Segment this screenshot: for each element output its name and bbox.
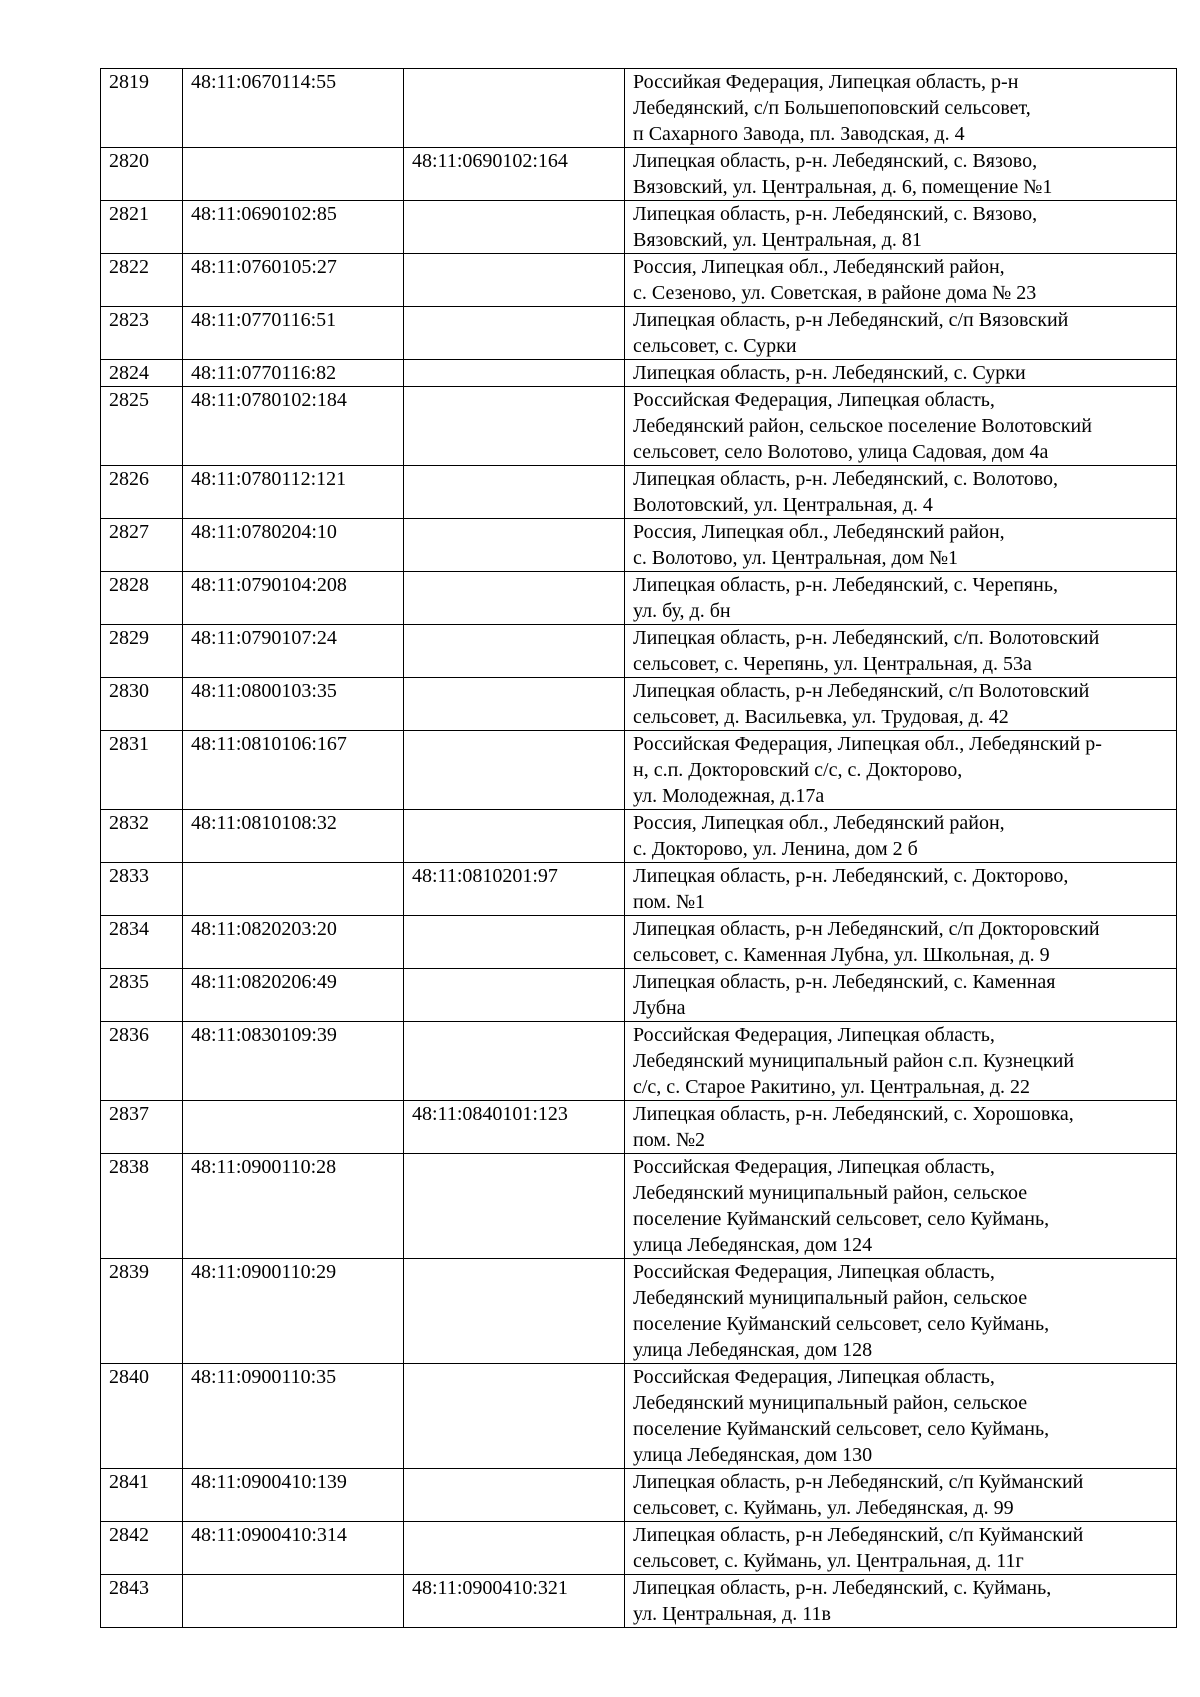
premises-cadastral-number-cell [404, 969, 625, 1022]
premises-cadastral-number-cell [404, 387, 625, 466]
table-row [101, 254, 1177, 307]
cadastral-number-cell: 48:11:0900410:139 [183, 1469, 404, 1522]
address-cell: Российская Федерация, Липецкая область, Лебедянский муниципальный район, сельское поселение Куйманский сельсовет, село Куймань, улица Лебедянская, дом 128 [625, 1259, 1177, 1364]
address-cell: Липецкая область, р-н. Лебедянский, с. Вязово, Вязовский, ул. Центральная, д. 81 [625, 201, 1177, 254]
address-cell: Липецкая область, р-н Лебедянский, с/п Докторовский сельсовет, с. Каменная Лубна, ул. Школьная, д. 9 [625, 916, 1177, 969]
address-cell: Липецкая область, р-н. Лебедянский, с. Черепянь, ул. бу, д. бн [625, 572, 1177, 625]
row-number-cell: 2841 [101, 1469, 183, 1522]
row-number-cell: 2825 [101, 387, 183, 466]
address-cell: Россия, Липецкая обл., Лебедянский район, с. Докторово, ул. Ленина, дом 2 б [625, 810, 1177, 863]
address-cell: Липецкая область, р-н Лебедянский, с/п Вязовский сельсовет, с. Сурки [625, 307, 1177, 360]
premises-cadastral-number-cell [404, 1522, 625, 1575]
cadastral-number-cell: 48:11:0780204:10 [183, 519, 404, 572]
row-number-cell: 2831 [101, 731, 183, 810]
row-number-cell: 2826 [101, 466, 183, 519]
cadastral-number-cell: 48:11:0900110:29 [183, 1259, 404, 1364]
premises-cadastral-number-cell [404, 254, 625, 307]
table-row [101, 916, 1177, 969]
table-row [101, 360, 1177, 387]
premises-cadastral-number-cell [404, 1259, 625, 1364]
address-cell: Липецкая область, р-н Лебедянский, с/п Волотовский сельсовет, д. Васильевка, ул. Трудовая, д. 42 [625, 678, 1177, 731]
row-number-cell: 2842 [101, 1522, 183, 1575]
table-row [101, 519, 1177, 572]
premises-cadastral-number-cell [404, 625, 625, 678]
premises-cadastral-number-cell [404, 307, 625, 360]
address-cell: Липецкая область, р-н. Лебедянский, с. Сурки [625, 360, 1177, 387]
table-row [101, 1022, 1177, 1101]
table-row [101, 863, 1177, 916]
table-row [101, 69, 1177, 148]
cadastral-number-cell: 48:11:0820203:20 [183, 916, 404, 969]
cadastral-number-cell [183, 148, 404, 201]
premises-cadastral-number-cell [404, 572, 625, 625]
row-number-cell: 2838 [101, 1154, 183, 1259]
cadastral-number-cell: 48:11:0900110:35 [183, 1364, 404, 1469]
table-row [101, 307, 1177, 360]
row-number-cell: 2819 [101, 69, 183, 148]
table-row [101, 148, 1177, 201]
row-number-cell: 2843 [101, 1575, 183, 1628]
premises-cadastral-number-cell [404, 1154, 625, 1259]
cadastral-number-cell: 48:11:0760105:27 [183, 254, 404, 307]
premises-cadastral-number-cell: 48:11:0840101:123 [404, 1101, 625, 1154]
row-number-cell: 2833 [101, 863, 183, 916]
premises-cadastral-number-cell [404, 678, 625, 731]
address-cell: Россия, Липецкая обл., Лебедянский район, с. Сезеново, ул. Советская, в районе дома № 23 [625, 254, 1177, 307]
row-number-cell: 2830 [101, 678, 183, 731]
cadastral-number-cell [183, 1575, 404, 1628]
table-row [101, 1259, 1177, 1364]
address-cell: Российская Федерация, Липецкая обл., Лебедянский р- н, с.п. Докторовский с/с, с. Докторово, ул. Молодежная, д.17а [625, 731, 1177, 810]
cadastral-number-cell: 48:11:0790107:24 [183, 625, 404, 678]
cadastral-number-cell: 48:11:0670114:55 [183, 69, 404, 148]
row-number-cell: 2829 [101, 625, 183, 678]
cadastral-number-cell: 48:11:0790104:208 [183, 572, 404, 625]
address-cell: Российская Федерация, Липецкая область, Лебедянский муниципальный район, сельское поселение Куйманский сельсовет, село Куймань, улица Лебедянская, дом 124 [625, 1154, 1177, 1259]
table-row [101, 1101, 1177, 1154]
table-row [101, 1469, 1177, 1522]
table-row [101, 1575, 1177, 1628]
address-cell: Липецкая область, р-н Лебедянский, с/п Куйманский сельсовет, с. Куймань, ул. Лебедянская, д. 99 [625, 1469, 1177, 1522]
premises-cadastral-number-cell [404, 69, 625, 148]
cadastral-number-cell: 48:11:0780102:184 [183, 387, 404, 466]
table-row [101, 969, 1177, 1022]
cadastral-number-cell: 48:11:0820206:49 [183, 969, 404, 1022]
cadastral-number-cell: 48:11:0810108:32 [183, 810, 404, 863]
row-number-cell: 2821 [101, 201, 183, 254]
row-number-cell: 2824 [101, 360, 183, 387]
row-number-cell: 2837 [101, 1101, 183, 1154]
premises-cadastral-number-cell: 48:11:0690102:164 [404, 148, 625, 201]
row-number-cell: 2836 [101, 1022, 183, 1101]
table-row [101, 810, 1177, 863]
row-number-cell: 2832 [101, 810, 183, 863]
table-row [101, 731, 1177, 810]
row-number-cell: 2834 [101, 916, 183, 969]
premises-cadastral-number-cell [404, 916, 625, 969]
address-cell: Липецкая область, р-н. Лебедянский, с. Куймань, ул. Центральная, д. 11в [625, 1575, 1177, 1628]
table-row [101, 625, 1177, 678]
cadastral-number-cell: 48:11:0770116:82 [183, 360, 404, 387]
address-cell: Российская Федерация, Липецкая область, Лебедянский район, сельское поселение Волотовский сельсовет, село Волотово, улица Садовая, дом 4а [625, 387, 1177, 466]
row-number-cell: 2839 [101, 1259, 183, 1364]
table-row [101, 572, 1177, 625]
address-cell: Липецкая область, р-н Лебедянский, с/п Куйманский сельсовет, с. Куймань, ул. Центральная, д. 11г [625, 1522, 1177, 1575]
premises-cadastral-number-cell [404, 201, 625, 254]
address-cell: Российкая Федерация, Липецкая область, р-н Лебедянский, с/п Большепоповский сельсовет, п Сахарного Завода, пл. Заводская, д. 4 [625, 69, 1177, 148]
row-number-cell: 2828 [101, 572, 183, 625]
cadastral-number-cell: 48:11:0690102:85 [183, 201, 404, 254]
table-row [101, 466, 1177, 519]
cadastral-number-cell: 48:11:0780112:121 [183, 466, 404, 519]
cadastral-number-cell [183, 863, 404, 916]
address-cell: Липецкая область, р-н. Лебедянский, с. Вязово, Вязовский, ул. Центральная, д. 6, помещение №1 [625, 148, 1177, 201]
premises-cadastral-number-cell [404, 466, 625, 519]
cadastral-number-cell: 48:11:0770116:51 [183, 307, 404, 360]
address-cell: Липецкая область, р-н. Лебедянский, с. Докторово, пом. №1 [625, 863, 1177, 916]
cadastral-number-cell: 48:11:0900410:314 [183, 1522, 404, 1575]
row-number-cell: 2835 [101, 969, 183, 1022]
table-row [101, 201, 1177, 254]
cadastral-number-cell [183, 1101, 404, 1154]
row-number-cell: 2840 [101, 1364, 183, 1469]
table-row [101, 1364, 1177, 1469]
premises-cadastral-number-cell [404, 1022, 625, 1101]
address-cell: Россия, Липецкая обл., Лебедянский район, с. Волотово, ул. Центральная, дом №1 [625, 519, 1177, 572]
row-number-cell: 2820 [101, 148, 183, 201]
table-row [101, 1522, 1177, 1575]
premises-cadastral-number-cell [404, 810, 625, 863]
premises-cadastral-number-cell [404, 360, 625, 387]
cadastral-number-cell: 48:11:0830109:39 [183, 1022, 404, 1101]
address-cell: Российская Федерация, Липецкая область, Лебедянский муниципальный район, сельское поселение Куйманский сельсовет, село Куймань, улица Лебедянская, дом 130 [625, 1364, 1177, 1469]
premises-cadastral-number-cell [404, 1364, 625, 1469]
row-number-cell: 2822 [101, 254, 183, 307]
registry-table-body [101, 69, 1177, 1628]
table-row [101, 1154, 1177, 1259]
address-cell: Липецкая область, р-н. Лебедянский, с. Хорошовка, пом. №2 [625, 1101, 1177, 1154]
premises-cadastral-number-cell [404, 1469, 625, 1522]
registry-table [100, 68, 1177, 1628]
address-cell: Липецкая область, р-н. Лебедянский, с. Каменная Лубна [625, 969, 1177, 1022]
table-row [101, 678, 1177, 731]
row-number-cell: 2827 [101, 519, 183, 572]
premises-cadastral-number-cell [404, 519, 625, 572]
cadastral-number-cell: 48:11:0800103:35 [183, 678, 404, 731]
cadastral-number-cell: 48:11:0900110:28 [183, 1154, 404, 1259]
cadastral-number-cell: 48:11:0810106:167 [183, 731, 404, 810]
table-row [101, 387, 1177, 466]
address-cell: Российская Федерация, Липецкая область, Лебедянский муниципальный район с.п. Кузнецкий с/с, с. Старое Ракитино, ул. Центральная, д. 22 [625, 1022, 1177, 1101]
premises-cadastral-number-cell: 48:11:0810201:97 [404, 863, 625, 916]
premises-cadastral-number-cell [404, 731, 625, 810]
address-cell: Липецкая область, р-н. Лебедянский, с/п. Волотовский сельсовет, с. Черепянь, ул. Центральная, д. 53а [625, 625, 1177, 678]
premises-cadastral-number-cell: 48:11:0900410:321 [404, 1575, 625, 1628]
row-number-cell: 2823 [101, 307, 183, 360]
address-cell: Липецкая область, р-н. Лебедянский, с. Волотово, Волотовский, ул. Центральная, д. 4 [625, 466, 1177, 519]
